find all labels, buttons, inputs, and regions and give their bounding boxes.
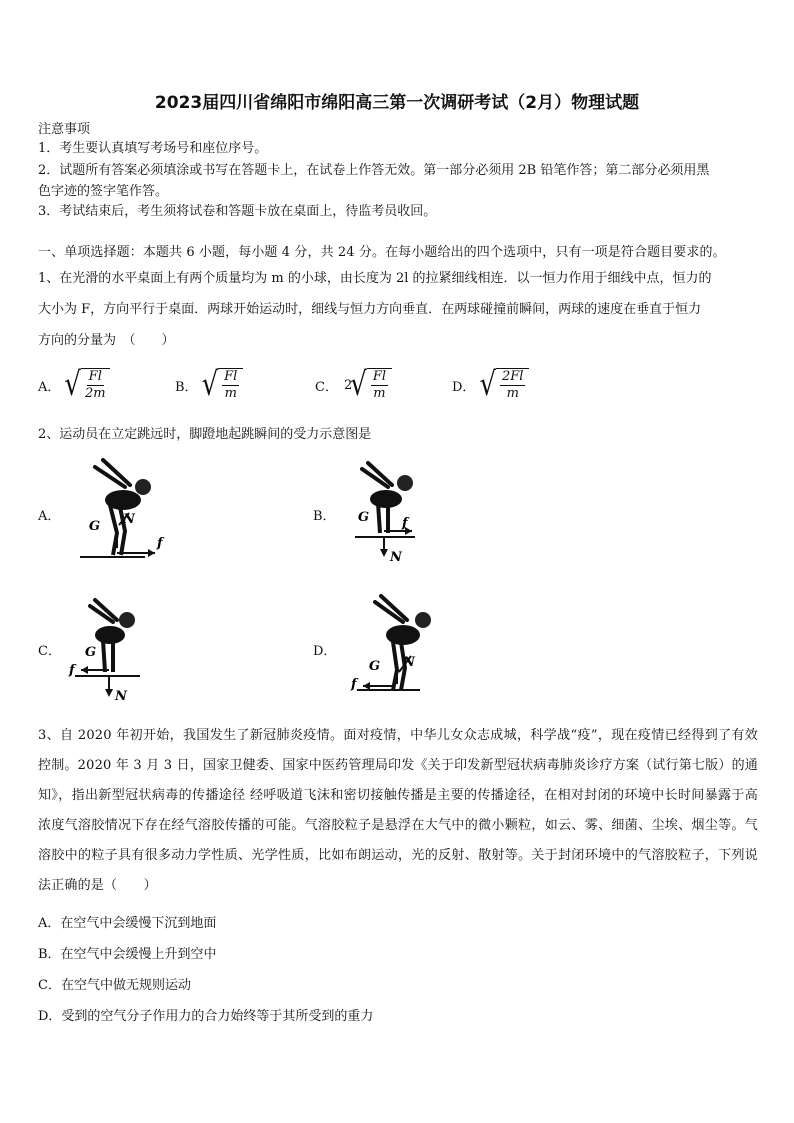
- svg-text:f: f: [402, 516, 408, 531]
- jumper-figure-c[interactable]: [65, 590, 155, 705]
- question-2-stem: 2、运动员在立定跳远时，脚蹬地起跳瞬间的受力示意图是: [38, 427, 372, 442]
- svg-text:f: f: [157, 536, 163, 551]
- formula: √ $\frac{Fl}{2m}$: [66, 368, 109, 402]
- svg-text:G: G: [89, 519, 101, 534]
- formula: √ $\frac{Fl}{m}$: [204, 368, 244, 402]
- question-1-line: 1、在光滑的水平桌面上有两个质量均为 m 的小球，由长度为 2l 的拉紧细线相连．以一恒力作用于细线中点，恒力的: [38, 271, 712, 286]
- svg-text:N: N: [403, 655, 415, 670]
- formula: √ $\frac{2Fl}{m}$: [481, 368, 529, 402]
- option-label: C．: [38, 644, 61, 659]
- formula: 2 √ $\frac{Fl}{m}$: [344, 368, 392, 402]
- option-d[interactable]: D．受到的空气分子作用力的合力始终等于其所受到的重力: [38, 1009, 374, 1024]
- question-1-line: 大小为 F，方向平行于桌面．两球开始运动时，细线与恒力方向垂直．在两球碰撞前瞬间，两球的速度在垂直于恒力: [38, 302, 702, 317]
- svg-text:N: N: [115, 689, 127, 704]
- svg-text:N: N: [123, 512, 135, 527]
- svg-text:G: G: [369, 659, 381, 674]
- option-label: A．: [38, 509, 61, 524]
- page-title: 2023届四川省绵阳市绵阳高三第一次调研考试（2月）物理试题: [154, 93, 640, 113]
- notice-item: 色字迹的签字笔作答。: [38, 184, 169, 199]
- svg-text:f: f: [69, 663, 75, 678]
- option-label: D．: [313, 644, 337, 659]
- jumper-figure-b[interactable]: [350, 455, 430, 565]
- svg-text:G: G: [358, 510, 370, 525]
- option-b[interactable]: B．在空气中会缓慢上升到空中: [38, 947, 217, 962]
- svg-text:N: N: [390, 550, 402, 565]
- section-heading: 一、单项选择题：本题共 6 小题，每小题 4 分，共 24 分。在每小题给出的四个选项中，只有一项是符合题目要求的。: [38, 245, 726, 260]
- option-a[interactable]: [38, 368, 110, 402]
- svg-text:G: G: [85, 645, 97, 660]
- svg-text:f: f: [351, 677, 357, 692]
- option-d[interactable]: [452, 368, 529, 402]
- option-label: B．: [313, 509, 336, 524]
- notice-item: 2．试题所有答案必须填涂或书写在答题卡上，在试卷上作答无效。第一部分必须用 2B 铅笔作答；第二部分必须用黑: [38, 163, 710, 178]
- option-a[interactable]: A．在空气中会缓慢下沉到地面: [38, 916, 217, 931]
- option-label: A．: [38, 379, 61, 395]
- jumper-figure-a[interactable]: [75, 455, 170, 565]
- option-label: D．: [452, 379, 476, 395]
- option-b[interactable]: [175, 368, 243, 402]
- option-label: C．: [315, 379, 338, 395]
- notice-item: 1．考生要认真填写考场号和座位序号。: [38, 141, 268, 156]
- question-1-options: [38, 368, 758, 412]
- option-c[interactable]: C．在空气中做无规则运动: [38, 978, 191, 993]
- option-c[interactable]: [315, 368, 392, 402]
- question-3-stem: 3、自 2020 年初开始，我国发生了新冠肺炎疫情。面对疫情，中华儿女众志成城，科学战“疫”，现在疫情已经得到了有效控制。2020 年 3 月 3 日，国家卫健委、国家中医药管理局印发《关于印发新型冠状病毒肺炎诊疗方案（试行第七版）的通知》，指出新型冠状病毒的传播途径 经呼吸道飞沫和密切接触传播是主要的传播途径，在相对封闭的环境中长时间暴露于高浓度气溶胶情况下存在经气溶胶传播的可能。气溶胶粒子是悬浮在大气中的微小颗粒，如云、雾、细菌、尘埃、烟尘等。气溶胶中的粒子具有很多动力学性质、光学性质，比如布朗运动，光的反射、散射等。关于封闭环境中的气溶胶粒子，下列说法正确的是（ ）: [38, 728, 758, 893]
- option-label: B．: [175, 379, 198, 395]
- notice-heading: 注意事项: [38, 122, 91, 137]
- notice-item: 3．考试结束后，考生须将试卷和答题卡放在桌面上，待监考员收回。: [38, 204, 437, 219]
- question-1-line: 方向的分量为 （ ）: [38, 333, 175, 348]
- jumper-figure-d[interactable]: [345, 590, 445, 700]
